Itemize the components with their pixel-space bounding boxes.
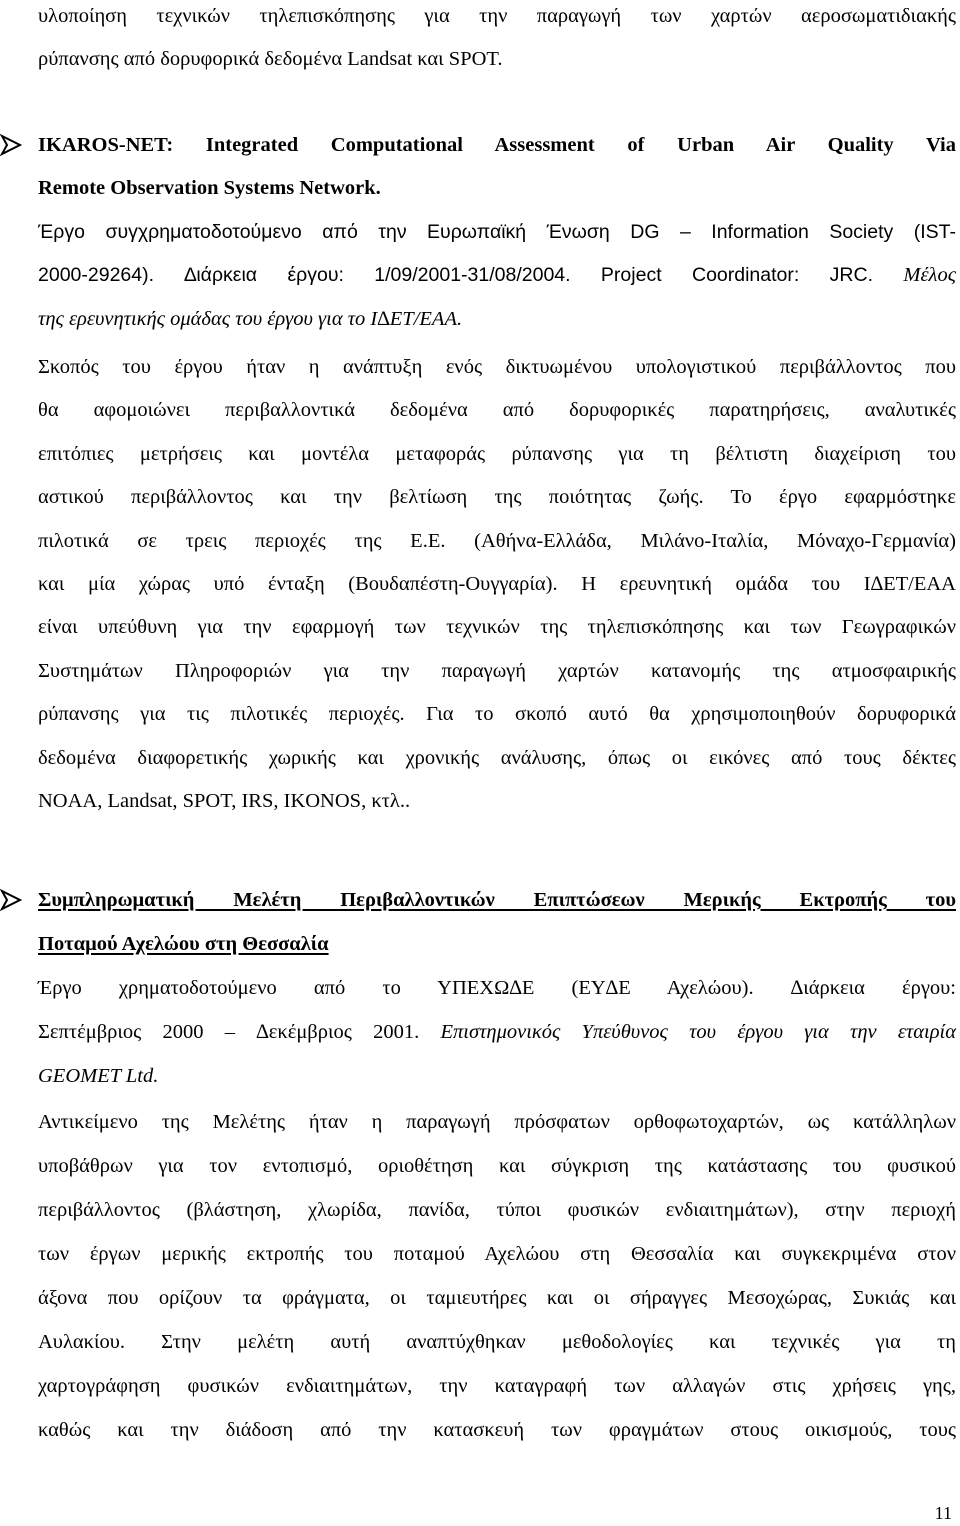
project-1-member-start: Μέλος <box>903 264 957 286</box>
arrowhead-bullet-icon <box>0 132 24 158</box>
project-1-body-line-3: επιτόπιες μετρήσεις και μοντέλα μεταφοράς ρύπανσης για τη βέλτιστη διαχείριση του <box>38 443 956 465</box>
project-1-body-line-8: Συστημάτων Πληροφοριών για την παραγωγή χαρτών κατανομής της ατμοσφαιρικής <box>38 660 956 682</box>
arrowhead-bullet-icon <box>0 887 24 913</box>
intro-line-1: υλοποίηση τεχνικών τηλεπισκόπησης για την παραγωγή των χαρτών αεροσωματιδιακής <box>38 5 956 27</box>
project-1-body-line-2: θα αφομοιώνει περιβαλλοντικά δεδομένα από δορυφορικές παρατηρήσεις, αναλυτικές <box>38 399 956 421</box>
project-2-title-line-1: Συμπληρωματική Μελέτη Περιβαλλοντικών Επιπτώσεων Μερικής Εκτροπής του <box>38 889 956 911</box>
project-2-body-line-7: χαρτογράφηση φυσικών ενδιαιτημάτων, την καταγραφή των αλλαγών στις χρήσεις γης, <box>38 1375 956 1397</box>
project-1-body-line-9: ρύπανσης για τις πιλοτικές περιοχές. Για το σκοπό αυτό θα χρησιμοποιηθούν δορυφορικά <box>38 703 956 725</box>
project-1-member-line: της ερευνητικής ομάδας του έργου για το Ι∆ΕΤ/ΕΑΑ. <box>38 308 463 330</box>
project-2-body-line-5: άξονα που ορίζουν τα φράγματα, οι ταμιευτήρες και οι σήραγγες Μεσοχώρας, Συκιάς και <box>38 1287 956 1309</box>
project-1-funding-line-1: Έργο συγχρηματοδοτούμενο από την Ευρωπαϊκή Ένωση DG – Information Society (IST- <box>38 221 956 243</box>
project-2-body-line-3: περιβάλλοντος (βλάστηση, χλωρίδα, πανίδα, τύποι φυσικών ενδιαιτημάτων), στην περιοχή <box>38 1199 956 1221</box>
project-2-body-line-8: καθώς και την διάδοση από την κατασκευή των φραγμάτων στους οικισμούς, τους <box>38 1419 956 1441</box>
project-2-title-line-2: Ποταμού Αχελώου στη Θεσσαλία <box>38 933 329 955</box>
project-2-funding-line-2 <box>38 1019 956 1045</box>
project-1-ref: 2000-29264). <box>38 264 155 286</box>
project-1-body-line-5: πιλοτικά σε τρεις περιοχές της Ε.Ε. (Αθήνα-Ελλάδα, Μιλάνο-Ιταλία, Μόναχο-Γερμανία) <box>38 530 956 552</box>
project-1-funding-line-2 <box>38 262 956 288</box>
intro-line-2: ρύπανσης από δορυφορικά δεδομένα Landsat και SPOT. <box>38 48 503 70</box>
project-2-body-line-2: υποβάθρων για τον εντοπισμό, οριοθέτηση και σύγκριση της κατάστασης του φυσικού <box>38 1155 956 1177</box>
project-2-duration: Σεπτέμβριος 2000 – ∆εκέμβριος 2001. <box>38 1021 420 1043</box>
project-2-funding-line-1: Έργο χρηματοδοτούμενο από το ΥΠΕΧΩ∆Ε (ΕΥ∆Ε Αχελώου). ∆ιάρκεια έργου: <box>38 977 956 999</box>
project-2-body-line-4: των έργων μερικής εκτροπής του ποταμού Αχελώου στη Θεσσαλία και συγκεκριμένα στον <box>38 1243 956 1265</box>
project-1-title-line-2: Remote Observation Systems Network. <box>38 177 381 199</box>
project-2-body-line-1: Αντικείμενο της Μελέτης ήταν η παραγωγή πρόσφατων ορθοφωτοχαρτών, ως κατάλληλων <box>38 1111 956 1133</box>
project-1-body-line-10: δεδομένα διαφορετικής χωρικής και χρονικής ανάλυσης, όπως οι εικόνες από τους δέκτες <box>38 747 956 769</box>
project-1-body-line-4: αστικού περιβάλλοντος και την βελτίωση της ποιότητας ζωής. Το έργο εφαρμόστηκε <box>38 486 956 508</box>
project-1-body-line-11: NOAA, Landsat, SPOT, IRS, IKONOS, κτλ.. <box>38 790 411 812</box>
project-1-heading <box>38 132 956 158</box>
project-2-body-line-6: Αυλακίου. Στην μελέτη αυτή αναπτύχθηκαν μεθοδολογίες και τεχνικές για τη <box>38 1331 956 1353</box>
project-2-company: GEOMET Ltd. <box>38 1065 159 1087</box>
project-1-body-line-6: και μία χώρας υπό ένταξη (Βουδαπέστη-Ουγγαρία). Η ερευνητική ομάδα του Ι∆ΕΤ/ΕΑΑ <box>38 573 956 595</box>
project-1-body-line-7: είναι υπεύθυνη για την εφαρμογή των τεχνικών της τηλεπισκόπησης και των Γεωγραφικών <box>38 616 956 638</box>
project-1-title-line-1: IKAROS-NET: Integrated Computational Assessment of Urban Air Quality Via <box>38 134 956 156</box>
project-2-heading <box>38 887 956 913</box>
project-2-scientific-lead: Επιστημονικός Υπεύθυνος του έργου για την εταιρία <box>440 1021 957 1043</box>
project-1-body-line-1: Σκοπός του έργου ήταν η ανάπτυξη ενός δικτυωμένου υπολογιστικού περιβάλλοντος που <box>38 356 956 378</box>
page-number: 11 <box>934 1503 952 1523</box>
project-1-duration: ∆ιάρκεια έργου: 1/09/2001-31/08/2004. Project Coordinator: JRC. <box>184 264 874 286</box>
